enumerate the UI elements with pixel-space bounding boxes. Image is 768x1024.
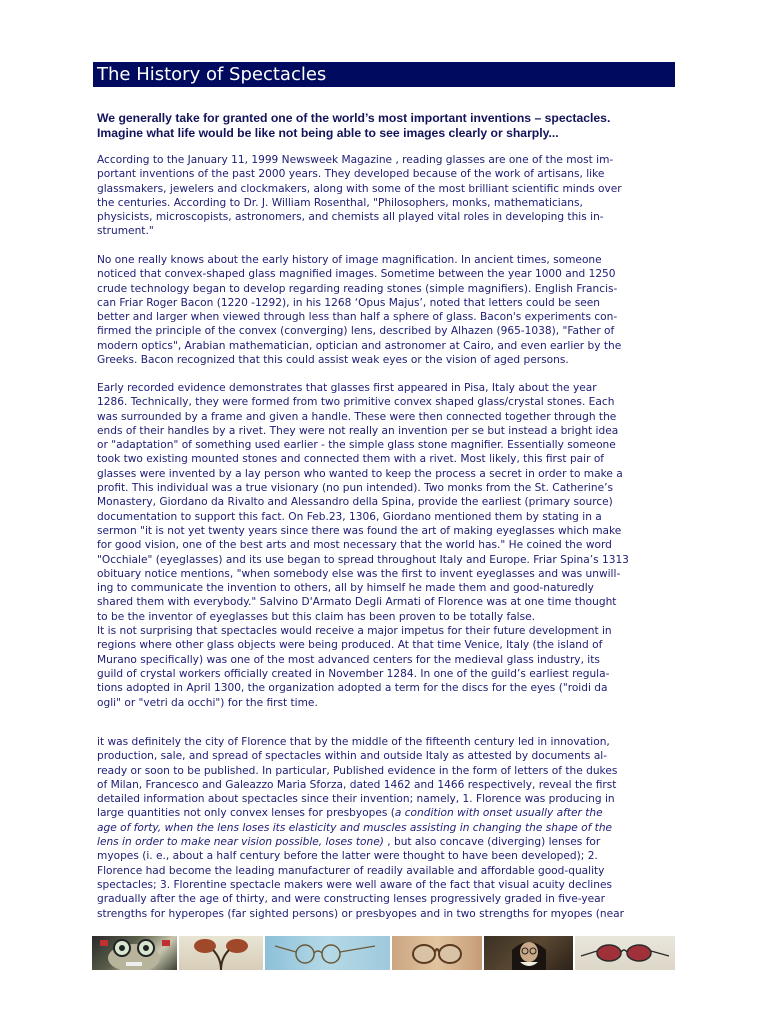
- text-line: or "adaptation" of something used earlier - the simple glass stone magnifier. Essentially someone: [97, 439, 616, 452]
- text-line: detailed information about spectacles since their invention; namely, 1. Florence was producing in: [97, 793, 615, 806]
- text-line: modern optics", Arabian mathematician, optician and astronomer at Cairo, and even earlier by the: [97, 339, 622, 352]
- text-line: 1286. Technically, they were formed from two primitive convex shaped glass/crystal stones. Each: [97, 396, 615, 409]
- text-line: No one really knows about the early history of image magnification. In ancient times, someone: [97, 254, 602, 266]
- photo-portrait-with-glasses: [484, 936, 574, 970]
- text-line: ogli" or "vetri da occhi") for the first time.: [97, 696, 318, 709]
- text-line: Greeks. Bacon recognized that this could assist weak eyes or the vision of aged persons.: [97, 354, 569, 367]
- title-bar: [93, 62, 675, 87]
- text-line: myopes (i. e., about a half century before the latter were thought to have been developed); 2.: [97, 850, 598, 863]
- intro: [97, 111, 677, 141]
- text-line: was surrounded by a frame and given a handle. These were then connected together through the: [97, 410, 617, 423]
- photo-scissor-spectacles: [179, 936, 264, 970]
- text-line: guild of crystal workers officially created in November 1284. In one of the guild’s earliest regula-: [97, 667, 610, 680]
- text-line: Florence had become the leading manufacturer of readily available and affordable good-quality: [97, 864, 605, 877]
- intro-line: We generally take for granted one of the world’s most important inventions – spectacles.: [97, 111, 611, 125]
- text-line: took two existing mounted stones and connected them with a rivet. Most likely, this first pair of: [97, 453, 605, 466]
- photo-novelty-glasses-face: [92, 936, 177, 970]
- text-line: ends of their handles by a rivet. They were not really an invention per se but instead a bright idea: [97, 424, 619, 437]
- text-line: Early recorded evidence demonstrates that glasses first appeared in Pisa, Italy about the year: [97, 382, 597, 394]
- text-line: Murano specifically) was one of the most advanced centers for the medieval glass industry, its: [97, 653, 600, 666]
- text-line: physicists, microscopists, astronomers, and chemists all played vital roles in developing this in-: [97, 211, 604, 224]
- text-line: "Occhiale" (eyeglasses) and its use began to spread throughout Italy and Europe. Friar Spina’s 1313: [97, 553, 629, 566]
- text-line: age of forty, when the lens loses its elasticity and muscles assisting in changing the shape of the: [97, 821, 613, 834]
- text-line: shared them with everybody." Salvino D'Armato Degli Armati of Florence was at one time thought: [97, 596, 617, 609]
- page-title: The History of Spectacles: [97, 64, 327, 85]
- text-line: strument.": [97, 225, 154, 238]
- photo-wire-spectacles: [265, 936, 390, 970]
- paragraph-newsweek: [97, 153, 677, 239]
- text-line: It is not surprising that spectacles would receive a major impetus for their future development in: [97, 625, 612, 638]
- text-line: lens in order to make near vision possible, loses tone) , but also concave (diverging) lenses for: [97, 836, 601, 849]
- text-line: gradually after the age of thirty, and were constructing lenses progressively graded in five-year: [97, 893, 605, 906]
- text-line: to be the inventor of eyeglasses but this claim has been proven to be totally false.: [97, 610, 536, 623]
- text-line: the centuries. According to Dr. J. William Rosenthal, "Philosophers, monks, mathematicians,: [97, 196, 583, 209]
- text-line: strengths for hyperopes (far sighted persons) or presbyopes and in two strengths for myopes (near: [97, 907, 625, 920]
- text-line: tions adopted in April 1300, the organization adopted a term for the discs for the eyes ("roidi da: [97, 682, 608, 695]
- text-line: regions where other glass objects were being produced. At that time Venice, Italy (the island of: [97, 639, 603, 652]
- photo-red-lens-spectacles: [575, 936, 675, 970]
- text-line: production, sale, and spread of spectacles within and outside Italy as attested by documents al-: [97, 750, 608, 763]
- text-line: portant inventions of the past 2000 years. They developed because of the work of artisans, like: [97, 168, 605, 181]
- text-line: can Friar Roger Bacon (1220 -1292), in his 1268 ‘Opus Majus’, noted that letters could be seen: [97, 296, 600, 309]
- text-line: it was definitely the city of Florence that by the middle of the fifteenth century led in innovation,: [97, 736, 610, 748]
- photo-pince-nez: [392, 936, 482, 970]
- text-line: documentation to support this fact. On Feb.23, 1306, Giordano mentioned them by stating in a: [97, 510, 602, 523]
- text-line: crude technology began to develop regarding reading stones (simple magnifiers). English Francis-: [97, 282, 618, 295]
- text-line: for good vision, one of the best arts and most necessary that the world has." He coined the word: [97, 539, 612, 552]
- text-line: glassmakers, jewelers and clockmakers, along with some of the most brilliant scientific minds over: [97, 182, 622, 195]
- text-line: obituary notice mentions, "when somebody else was the first to invent eyeglasses and was unwill-: [97, 567, 621, 580]
- intro-line: Imagine what life would be like not being able to see images clearly or sharply...: [97, 126, 559, 140]
- text-line: profit. This individual was a true visionary (no pun intended). Two monks from the St. Catherine’s: [97, 482, 613, 495]
- paragraph-florence: [97, 735, 677, 921]
- text-line: firmed the principle of the convex (converging) lens, described by Alhazen (965-1038), "Father of: [97, 325, 615, 338]
- text-line: of Milan, Francesco and Galeazzo Maria Sforza, dated 1462 and 1466 respectively, reveal the first: [97, 778, 617, 791]
- text-line: glasses were invented by a lay person who wanted to keep the process a secret in order to make a: [97, 467, 623, 480]
- text-line: ready or soon to be published. In particular, Published evidence in the form of letters of the dukes: [97, 764, 618, 777]
- text-line: better and larger when viewed through less than half a sphere of glass. Bacon's experiments con-: [97, 311, 618, 324]
- paragraph-pisa: [97, 381, 677, 710]
- text-line: spectacles; 3. Florentine spectacle makers were well aware of the fact that visual acuity declines: [97, 878, 613, 891]
- text-line: Monastery, Giordano da Rivalto and Alessandro della Spina, provide the earliest (primary source): [97, 496, 613, 509]
- text-line: According to the January 11, 1999 Newsweek Magazine , reading glasses are one of the most im-: [97, 154, 614, 166]
- text-line: noticed that convex-shaped glass magnified images. Sometime between the year 1000 and 1250: [97, 268, 616, 281]
- text-line: ing to communicate the invention to others, all by himself he made them and good-naturedly: [97, 582, 594, 595]
- photo-strip: [92, 936, 675, 970]
- paragraph-early-history: [97, 253, 677, 367]
- text-line: large quantities not only convex lenses for presbyopes (a condition with onset usually after the: [97, 807, 603, 820]
- text-line: sermon "it is not yet twenty years since there was found the art of making eyeglasses which make: [97, 524, 622, 537]
